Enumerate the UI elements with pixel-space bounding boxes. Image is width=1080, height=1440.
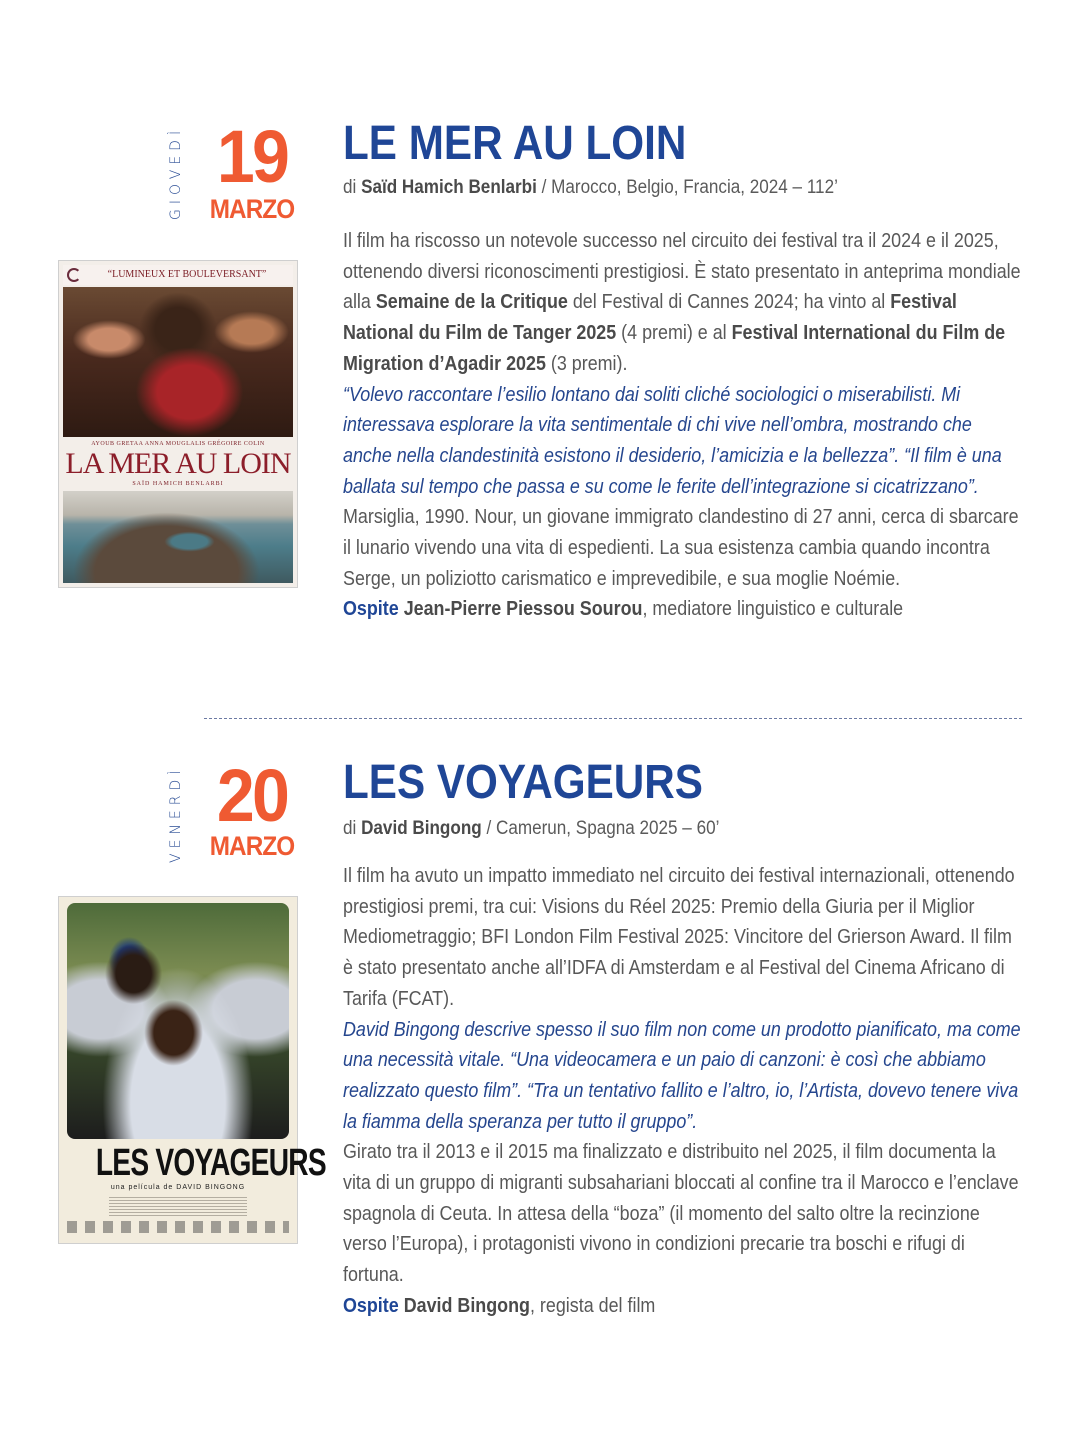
poster-quote: “LUMINEUX ET BOULEVERSANT”	[107, 269, 267, 280]
film-credits	[343, 817, 719, 841]
poster-director: SAÏD HAMICH BENLARBI	[132, 481, 224, 487]
film-title: LE MER AU LOIN	[343, 117, 687, 170]
film-poster	[58, 896, 326, 1244]
guest-label: Ospite	[343, 598, 399, 621]
poster-logo-icon	[67, 268, 81, 282]
festival-paragraph	[343, 226, 1023, 380]
poster-photo-migrants	[67, 903, 289, 1139]
festival-name: Festival International du Film de Migration d’Agadir 2025	[343, 322, 1006, 375]
director-quote: “Volevo raccontare l’esilio lontano dai soliti cliché sociologici o miserabilisti. Mi interessava esplorare la vita sentimentale di chi vive nell’ombra, mostrando che anche nella clandestinità esistono il desiderio, l’amicizia e la bellezza”. “Il film è una ballata sul tempo che passa e su come le ferite dell’integrazione si cicatrizzano”.	[343, 383, 1002, 498]
poster-cast: AYOUB GRETAA ANNA MOUGLALIS GRÉGOIRE COLIN	[91, 441, 265, 447]
text: (4 premi) e al	[616, 322, 732, 345]
poster-sponsor-logos	[67, 1221, 289, 1233]
film-director: David Bingong	[361, 818, 482, 839]
guest-line	[343, 1291, 1023, 1322]
credits-prefix: di	[343, 818, 357, 839]
festival-paragraph: Il film ha avuto un impatto immediato nel circuito dei festival internazionali, ottenendo prestigiosi premi, tra cui: Visions du Réel 2025: Premio della Giuria per il Miglior Mediometraggio; BFI London Film Festival 2025: Vincitore del Grierson Award. Il film è stato presentato anche all’IDFA di Amsterdam e al Festival del Cinema Africano di Tarifa (FCAT).	[343, 865, 1015, 1010]
text: Il film ha riscosso un notevole successo nel circuito dei festival tra il 2024 e il 2025, ottenendo diversi riconoscimenti prestigiosi. È stato presentato in anteprima mondiale alla	[343, 230, 1021, 314]
film-description	[343, 226, 1023, 625]
section-divider	[204, 718, 1022, 719]
event-month: MARZO	[209, 831, 295, 861]
guest-role: , regista del film	[529, 1294, 656, 1317]
event-weekday: VENERDÌ	[168, 765, 184, 863]
film-details: / Marocco, Belgio, Francia, 2024 – 112’	[536, 177, 838, 198]
film-title: LES VOYAGEURS	[343, 756, 703, 809]
poster-title: LES VOYAGEURS	[95, 1142, 326, 1184]
event-day-number: 19	[216, 115, 288, 198]
festival-name: Festival National du Film de Tanger 2025	[343, 291, 957, 345]
guest-name: Jean-Pierre Piessou Sourou	[403, 598, 643, 621]
poster-title: LA MER AU LOIN	[65, 447, 291, 480]
festival-name: Semaine de la Critique	[375, 291, 568, 314]
poster-credit-block	[109, 1197, 247, 1217]
film-director: Saïd Hamich Benlarbi	[361, 177, 537, 198]
event-weekday: GIOVEDÌ	[168, 125, 184, 221]
guest-label: Ospite	[343, 1294, 399, 1317]
guest-role: , mediatore linguistico e culturale	[642, 598, 904, 621]
guest-line	[343, 594, 1023, 625]
text: del Festival di Cannes 2024; ha vinto al	[567, 291, 891, 314]
director-quote: David Bingong descrive spesso il suo film non come un prodotto pianificato, ma come una necessità vitale. “Una videocamera e un paio di canzoni: è così che abbiamo realizzato questo film”. “Tra un tentativo fallito e l’altro, io, l’Artista, dovevo tenere viva la fiamma della speranza per tutto il gruppo”.	[343, 1018, 1021, 1133]
poster-photo-sea	[63, 491, 293, 583]
film-description	[343, 861, 1023, 1322]
event-day-number: 20	[216, 754, 288, 837]
film-details: / Camerun, Spagna 2025 – 60’	[481, 818, 720, 839]
credits-prefix: di	[343, 177, 357, 198]
poster-photo-dancing	[63, 287, 293, 437]
guest-name: David Bingong	[403, 1294, 530, 1317]
film-poster	[58, 260, 298, 588]
poster-subtitle: una película de DAVID BINGONG	[110, 1184, 246, 1191]
synopsis: Marsiglia, 1990. Nour, un giovane immigrato clandestino di 27 anni, cerca di sbarcare il lunario vivendo una vita di espedienti. La sua esistenza cambia quando incontra Serge, un poliziotto carismatico e imprevedibile, e sua moglie Noémie.	[343, 506, 1019, 590]
text: (3 premi).	[545, 352, 628, 375]
film-credits	[343, 176, 838, 200]
poster-header	[63, 265, 293, 285]
event-month: MARZO	[209, 194, 295, 224]
synopsis: Girato tra il 2013 e il 2015 ma finalizzato e distribuito nel 2025, il film documenta la vita di un gruppo di migranti subsahariani bloccati al confine tra il Marocco e l’enclave spagnola di Ceuta. In attesa della “boza” (il momento del salto oltre la recinzione verso l’Europa), i protagonisti vivono in condizioni precarie tra boschi e rifugi di fortuna.	[343, 1141, 1019, 1287]
